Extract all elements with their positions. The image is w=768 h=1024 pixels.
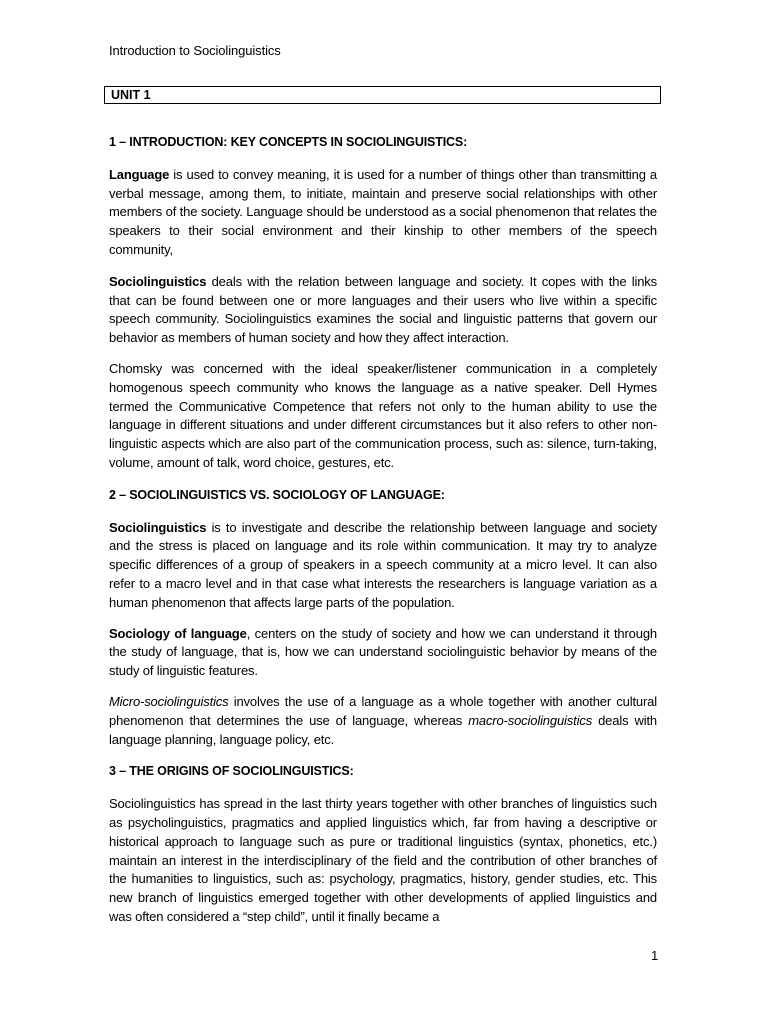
section-heading-vs-sociology: 2 – SOCIOLINGUISTICS VS. SOCIOLOGY OF LANGUAGE:: [109, 487, 445, 502]
term-sociolinguistics: Sociolinguistics: [109, 273, 207, 289]
paragraph-sociolinguistics: Sociolinguistics deals with the relation between language and society. It copes with the links that can be found between one or more languages and their users who live within a specific speech community. Sociolinguistics examines the social and linguistic patterns that govern our behavior as members of human society and how they affect interaction.: [109, 273, 657, 346]
term-macro-sociolinguistics: macro-sociolinguistics: [468, 712, 593, 728]
paragraph-sociolinguistics-definition: Sociolinguistics is to investigate and describe the relationship between language and society and the stress is placed on language and its role within communication. It may try to analyze specific differences of a group of speakers in a speech community at a micro level. It can also refer to a macro level and in that case what interests the researchers is language variation as a human phenomenon that affects large parts of the population.: [109, 519, 657, 610]
paragraph-language: Language is used to convey meaning, it is used for a number of things other than transmitting a verbal message, among them, to initiate, maintain and preserve social relationships with other members of the society. Language should be understood as a social phenomenon that relates the speakers to their social environment and their kinship to other members of the speech community,: [109, 166, 657, 257]
section-heading-introduction: 1 – INTRODUCTION: KEY CONCEPTS IN SOCIOLINGUISTICS:: [109, 135, 468, 149]
paragraph-origins: Sociolinguistics has spread in the last thirty years together with other branches of linguistics such as psycholinguistics, pragmatics and applied linguistics which, far from having a descriptive or historical approach to language such as pure or traditional linguistics (syntax, phonetics, etc.) maintain an interest in the interdisciplinary of the field and the contribution of other branches of the humanities to linguistics, such as: psychology, pragmatics, history, gender studies, etc. This new branch of linguistics emerged together with other developments of applied linguistics and was often considered a “step child”, until it finally became a: [109, 796, 657, 924]
paragraph-sociology-of-language: Sociology of language, centers on the study of society and how we can understand it through the study of language, that is, how we can understand sociolinguistic behavior by means of the study of linguistic features.: [109, 625, 657, 679]
document-body: [109, 133, 657, 939]
unit-label: UNIT 1: [111, 88, 151, 102]
term-sociolinguistics: Sociolinguistics: [109, 519, 207, 535]
term-micro-sociolinguistics: Micro-sociolinguistics: [109, 693, 229, 709]
paragraph-micro-macro: Micro-sociolinguistics involves the use of a language as a whole together with another cultural phenomenon that determines the use of language, whereas macro-sociolinguistics deals with language planning, language policy, etc.: [109, 693, 657, 747]
unit-label-box: [104, 86, 661, 104]
term-language: Language: [109, 166, 170, 182]
term-sociology-of-language: Sociology of language: [109, 625, 247, 641]
running-header: Introduction to Sociolinguistics: [109, 43, 281, 58]
page-number: 1: [651, 948, 659, 963]
section-heading-origins: 3 – THE ORIGINS OF SOCIOLINGUISTICS:: [109, 764, 354, 779]
paragraph-chomsky: Chomsky was concerned with the ideal speaker/listener communication in a completely homogenous speech community who knows the language as a native speaker. Dell Hymes termed the Communicative Competence that refers not only to the human ability to use the language in different situations and under different circumstances but it also refers to other non-linguistic aspects which are also part of the communication process, such as: silence, turn-taking, volume, amount of talk, word choice, gestures, etc.: [109, 360, 657, 470]
